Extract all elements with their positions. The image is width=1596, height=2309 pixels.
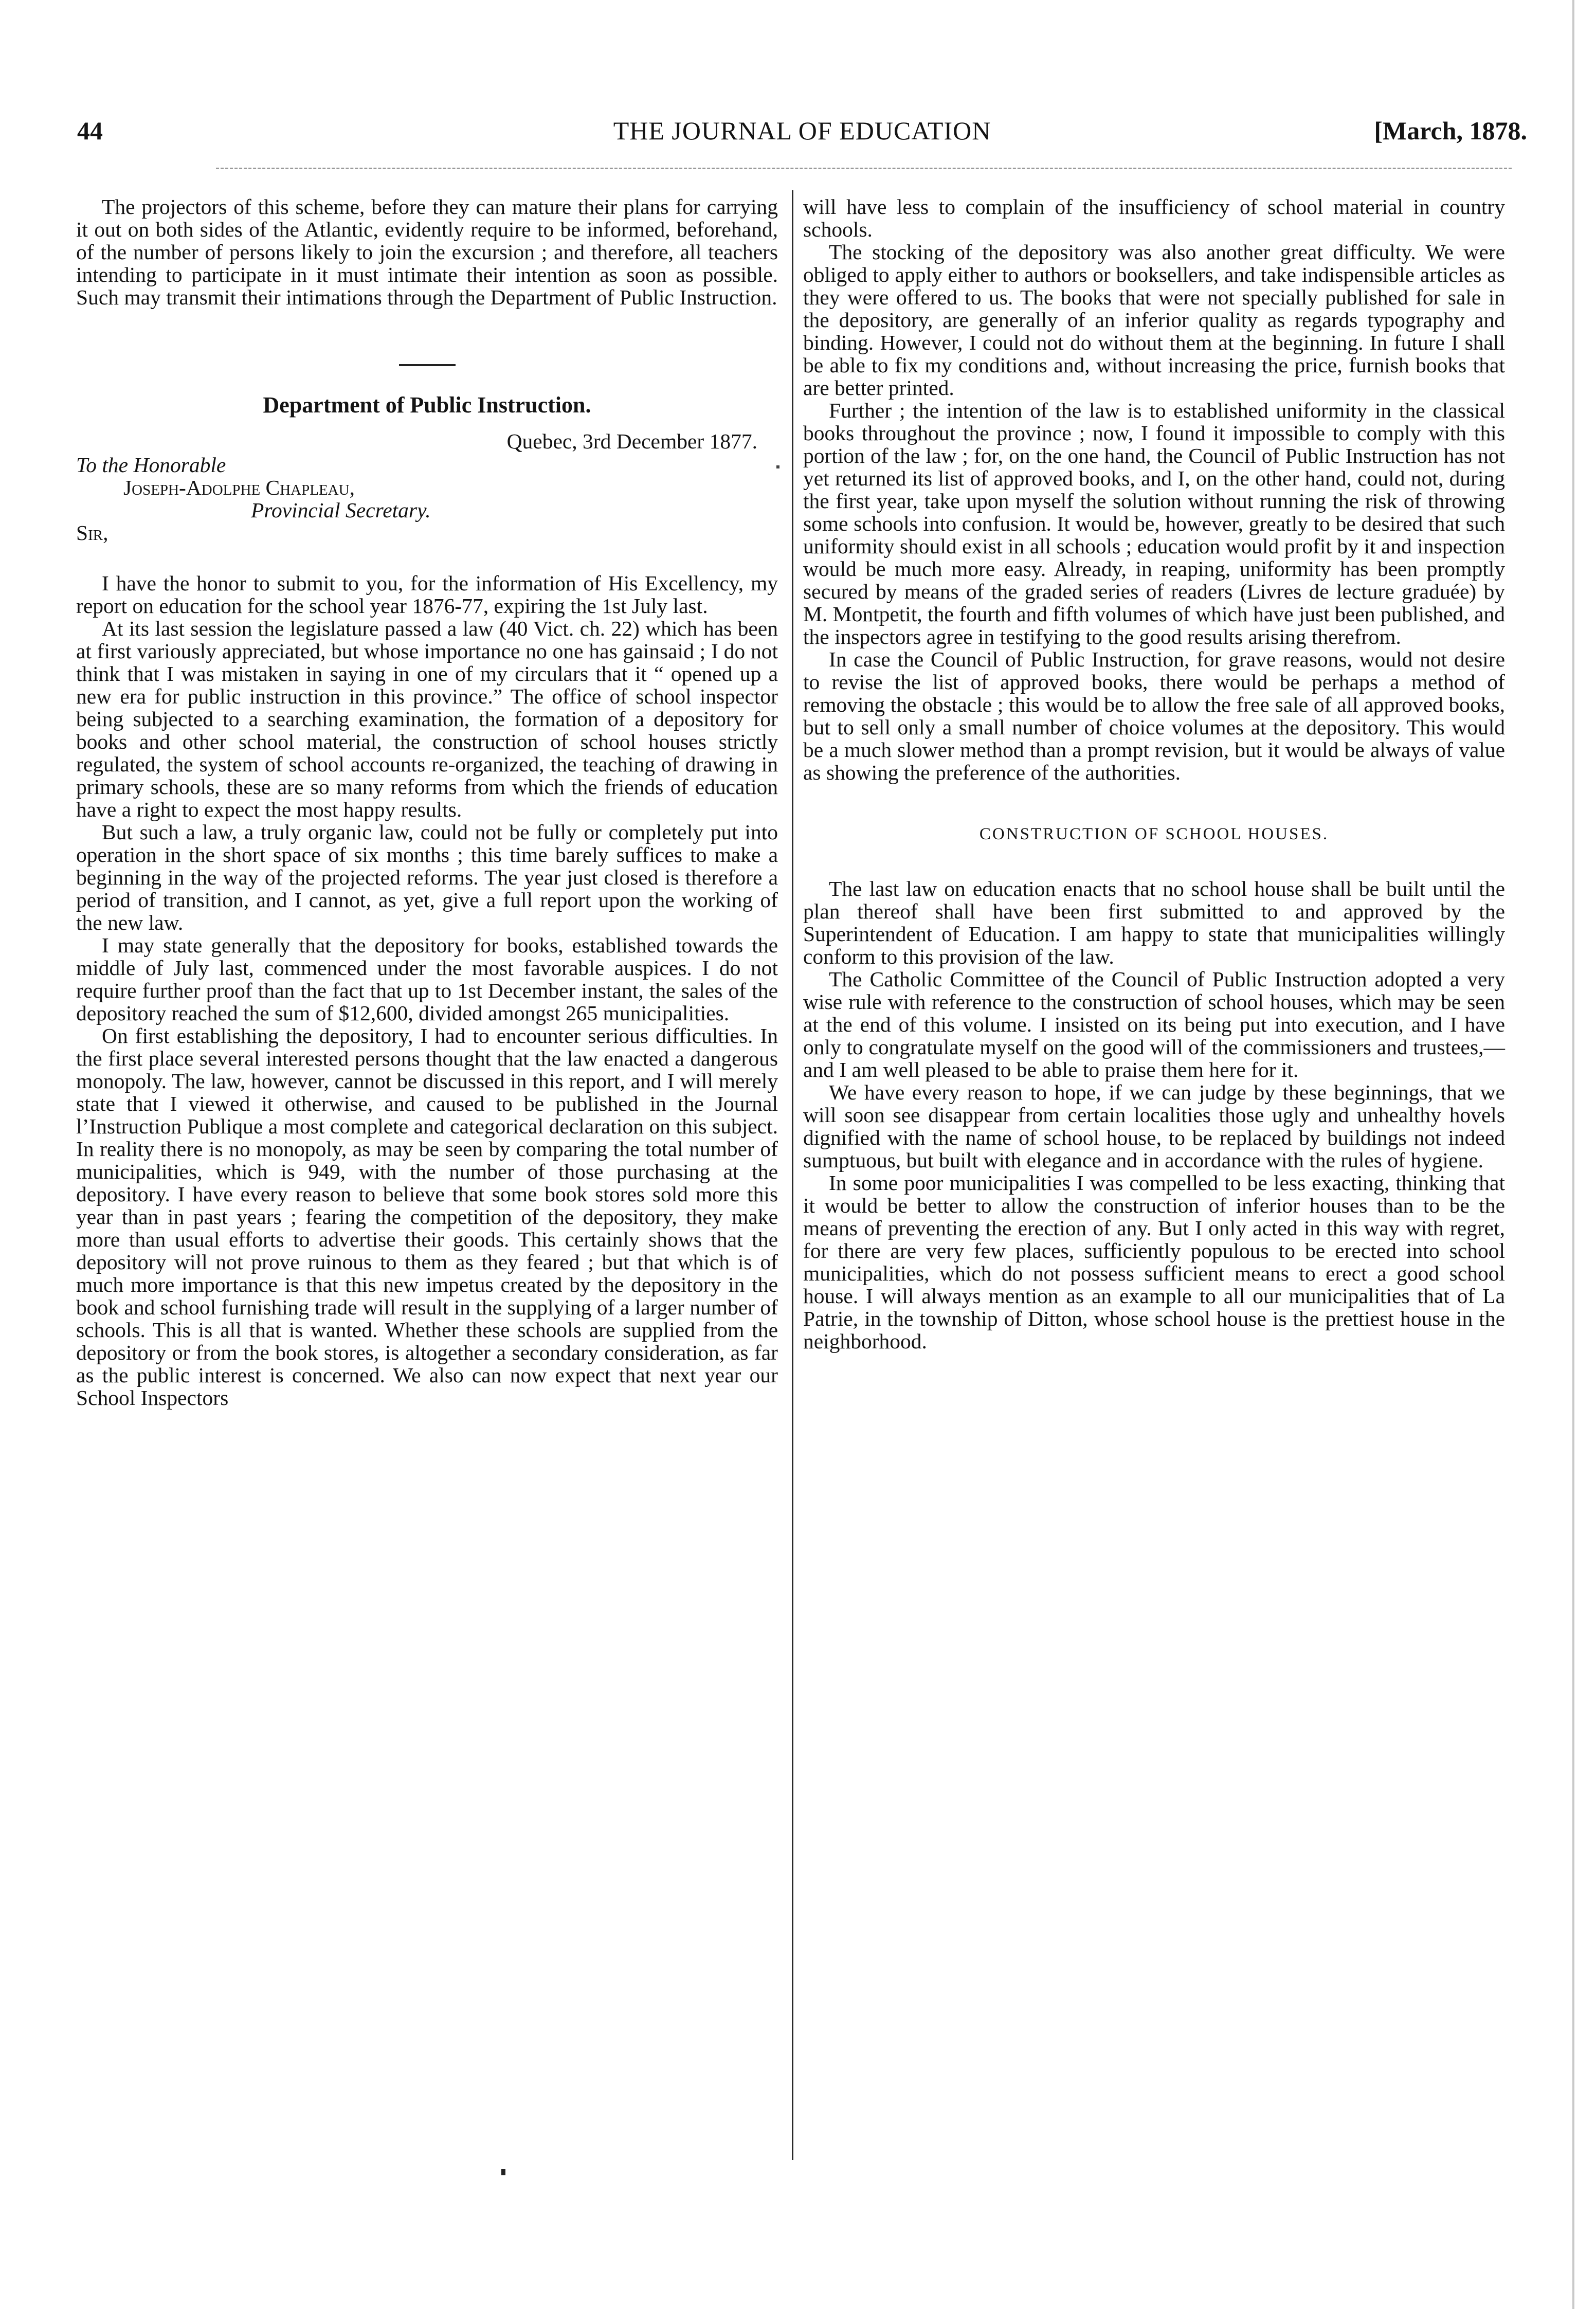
addressee-line: To the Honorable bbox=[76, 453, 226, 477]
report-paragraph: The Catholic Committee of the Council of Public Instruction adopted a very wise rule with reference to the construction of school houses, which may be seen at the end of this volume. I insisted on its being put into execution, and I have only to congratulate myself on the good will of the commissioners and trustees,— and I am well pleased to be able to praise them here for it. bbox=[803, 967, 1505, 1081]
page-number: 44 bbox=[77, 116, 103, 145]
report-paragraph: I have the honor to submit to you, for the information of His Excellency, my report on education for the school year 1876-77, expiring the 1st July last. bbox=[76, 571, 778, 618]
left-column bbox=[76, 195, 778, 1409]
section-separator bbox=[399, 364, 456, 366]
report-paragraph: We have every reason to hope, if we can judge by these beginnings, that we will soon see disappear from certain localities those ugly and unhealthy hovels dignified with the name of school house, to be replaced by buildings not indeed sumptuous, but built with elegance and in accordance with the rules of hygiene. bbox=[803, 1080, 1505, 1172]
report-paragraph: At its last session the legislature passed a law (40 Vict. ch. 22) which has been at first variously appreciated, but whose importance no one has gainsaid ; I do not think that I was mistaken in saying in one of my circulars that it “ opened up a new era for public instruction in this province.” The office of school inspector being subjected to a searching examination, the formation of a depository for books and other school material, the construction of school houses strictly regulated, the system of school accounts re-organized, the teaching of drawing in primary schools, these are so many reforms from which the friends of education have a right to expect the most happy results. bbox=[76, 617, 778, 821]
page-header bbox=[77, 110, 1527, 151]
report-paragraph: In case the Council of Public Instruction, for grave reasons, would not desire to revise the list of approved books, there would be perhaps a method of removing the obstacle ; this would be to allow the free sale of all approved books, but to sell only a small number of choice volumes at the depository. This would be a much slower method than a prompt revision, but it would be always of value as showing the preference of the authorities. bbox=[803, 647, 1505, 784]
report-paragraph: On first establishing the depository, I had to encounter serious difficulties. In the first place several interested persons thought that the law enacted a dangerous monopoly. The law, however, cannot be discussed in this report, and I will merely state that I viewed it otherwise, and caused to be published in the Journal l’Instruction Publique a most complete and categorical declaration on this subject. In reality there is no monopoly, as may be seen by comparing the total number of municipalities, which is 949, with the number of those purchasing at the depository. I have every reason to believe that some book stores sold more this year than in past years ; fearing the competition of the depository, they make more than usual efforts to advertise their goods. This certainly shows that the depository will not prove ruinous to them as they feared ; but that which is of much more importance is that this new impetus created by the depository in the book and school furnishing trade will result in the supplying of a larger number of schools. This is all that is wanted. Whether these schools are supplied from the depository or from the book stores, is altogether a secondary consideration, as far as the public interest is concerned. We also can now expect that next year our School Inspectors bbox=[76, 1024, 778, 1410]
header-rule bbox=[216, 168, 1512, 169]
addressee-name: Joseph-Adolphe Chapleau, bbox=[123, 476, 355, 499]
print-mark bbox=[501, 2169, 505, 2175]
section-heading: CONSTRUCTION OF SCHOOL HOUSES. bbox=[979, 825, 1329, 843]
issue-date: [March, 1878. bbox=[1374, 116, 1527, 145]
report-paragraph: The stocking of the depository was also another great difficulty. We were obliged to apply either to authors or booksellers, and take indispensible articles as they were offered to us. The books that were not specially published for sale in the depository, are generally of an inferior quality as regards typography and binding. However, I could not do without them at the beginning. In future I shall be able to fix my conditions and, without increasing the price, furnish books that are better printed. bbox=[803, 240, 1505, 400]
continuation-paragraph: will have less to complain of the insufficiency of school material in country schools. bbox=[803, 195, 1505, 241]
letter-dateline: Quebec, 3rd December 1877. bbox=[506, 429, 757, 453]
column-divider bbox=[792, 190, 793, 2160]
department-heading: Department of Public Instruction. bbox=[263, 392, 591, 418]
report-paragraph: Further ; the intention of the law is to established uniformity in the classical books throughout the province ; now, I found it impossible to comply with this portion of the law ; for, on the one hand, the Council of Public Instruction has not yet returned its list of approved books, and I, on the other hand, could not, during the first year, take upon myself the solution without running the risk of throwing some schools into confusion. It would be, however, greatly to be desired that such uniformity should exist in all schools ; education would profit by it and inspection would be much more easy. Already, in reaping, uniformity has been promptly secured by means of the graded series of readers (Livres de lecture graduée) by M. Montpetit, the fourth and fifth volumes of which have just been published, and the inspectors agree in testifying to the good results arising therefrom. bbox=[803, 399, 1505, 648]
right-column bbox=[803, 195, 1505, 1352]
page-edge bbox=[1572, 0, 1574, 2309]
journal-title: THE JOURNAL OF EDUCATION bbox=[613, 116, 991, 145]
intro-paragraph: The projectors of this scheme, before they can mature their plans for carrying it out on both sides of the Atlantic, evidently require to be informed, beforehand, of the number of persons likely to join the excursion ; and therefore, all teachers intending to participate in it must intimate their intention as soon as possible. Such may transmit their intimations through the Department of Public Instruction. bbox=[76, 195, 778, 309]
report-paragraph: The last law on education enacts that no school house shall be built until the plan thereof shall have been first submitted to and approved by the Superintendent of Education. I am happy to state that municipalities willingly conform to this provision of the law. bbox=[803, 877, 1505, 968]
report-paragraph: But such a law, a truly organic law, could not be fully or completely put into operation in the short space of six months ; this time barely suffices to make a beginning in the way of the projected reforms. The year just closed is therefore a period of transition, and I cannot, as yet, give a full report upon the working of the new law. bbox=[76, 820, 778, 934]
print-speck bbox=[776, 465, 779, 468]
addressee-title: Provincial Secretary. bbox=[251, 498, 431, 522]
salutation: Sir, bbox=[76, 521, 108, 545]
report-paragraph: I may state generally that the depository for books, established towards the middle of July last, commenced under the most favorable auspices. I do not require further proof than the fact that up to 1st December instant, the sales of the depository reached the sum of $12,600, divided amongst 265 municipalities. bbox=[76, 933, 778, 1025]
report-paragraph: In some poor municipalities I was compelled to be less exacting, thinking that it would be better to allow the construction of inferior houses than to be the means of preventing the erection of any. But I only acted in this way with regret, for there are very few places, sufficiently populous to be erected into school municipalities, which do not possess sufficient means to erect a good school house. I will always mention as an example to all our municipalities that of La Patrie, in the township of Ditton, whose school house is the prettiest house in the neighborhood. bbox=[803, 1171, 1505, 1353]
